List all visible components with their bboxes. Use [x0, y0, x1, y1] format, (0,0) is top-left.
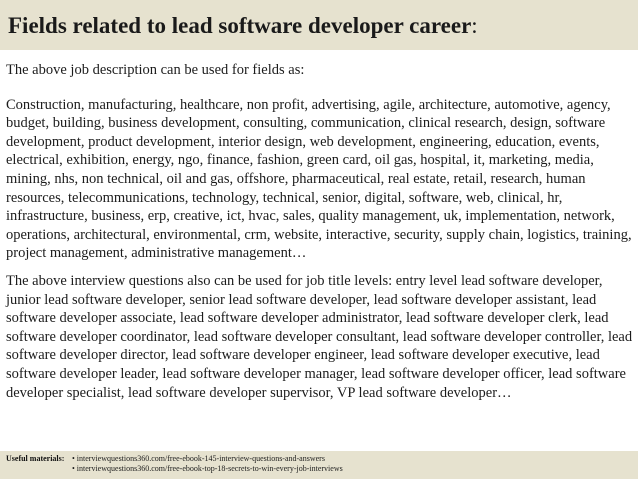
footer [0, 451, 638, 479]
slide-content [6, 61, 636, 402]
slide-title [8, 12, 478, 40]
fields-paragraph: Construction, manufacturing, healthcare, non profit, advertising, agile, architecture, automotive, agency, budget, building, business development, consulting, communication, clinical research, design, software development, product development, interior design, web development, engineering, education, events, electrical, exhibition, energy, ngo, finance, fashion, green card, oil gas, hospital, it, marketing, media, mining, nhs, non technical, oil and gas, offshore, pharmaceutical, real estate, retail, research, human resources, telecommunications, technology, technical, senior, digital, software, web, clinical, hr, infrastructure, business, erp, creative, ict, hvac, sales, quality management, uk, implementation, network, operations, architectural, environmental, crm, website, interactive, security, supply chain, logistics, training, project management, administrative management… [6, 96, 632, 262]
footer-label: Useful materials: [6, 454, 65, 463]
slide-title-text: Fields related to lead software developer career [8, 13, 472, 38]
footer-link-ebook-secrets[interactable]: • interviewquestions360.com/free-ebook-top-18-secrets-to-win-every-job-interviews [72, 464, 343, 473]
intro-paragraph: The above job description can be used for fields as: [6, 62, 305, 78]
job-levels-paragraph: The above interview questions also can be used for job title levels: entry level lead software developer, junior lead software developer, senior lead software developer, lead software developer assistant, lead software developer associate, lead software developer administrator, lead software developer clerk, lead software developer coordinator, lead software developer consultant, lead software developer controller, lead software developer director, lead software developer engineer, lead software developer executive, lead software developer leader, lead software developer manager, lead software developer officer, lead software developer specialist, lead software developer supervisor, VP lead software developer… [6, 272, 633, 401]
slide-title-colon: : [471, 13, 478, 38]
footer-links [72, 454, 343, 474]
title-bar [0, 0, 638, 50]
footer-link-ebook-145[interactable]: • interviewquestions360.com/free-ebook-145-interview-questions-and-answers [72, 454, 325, 463]
